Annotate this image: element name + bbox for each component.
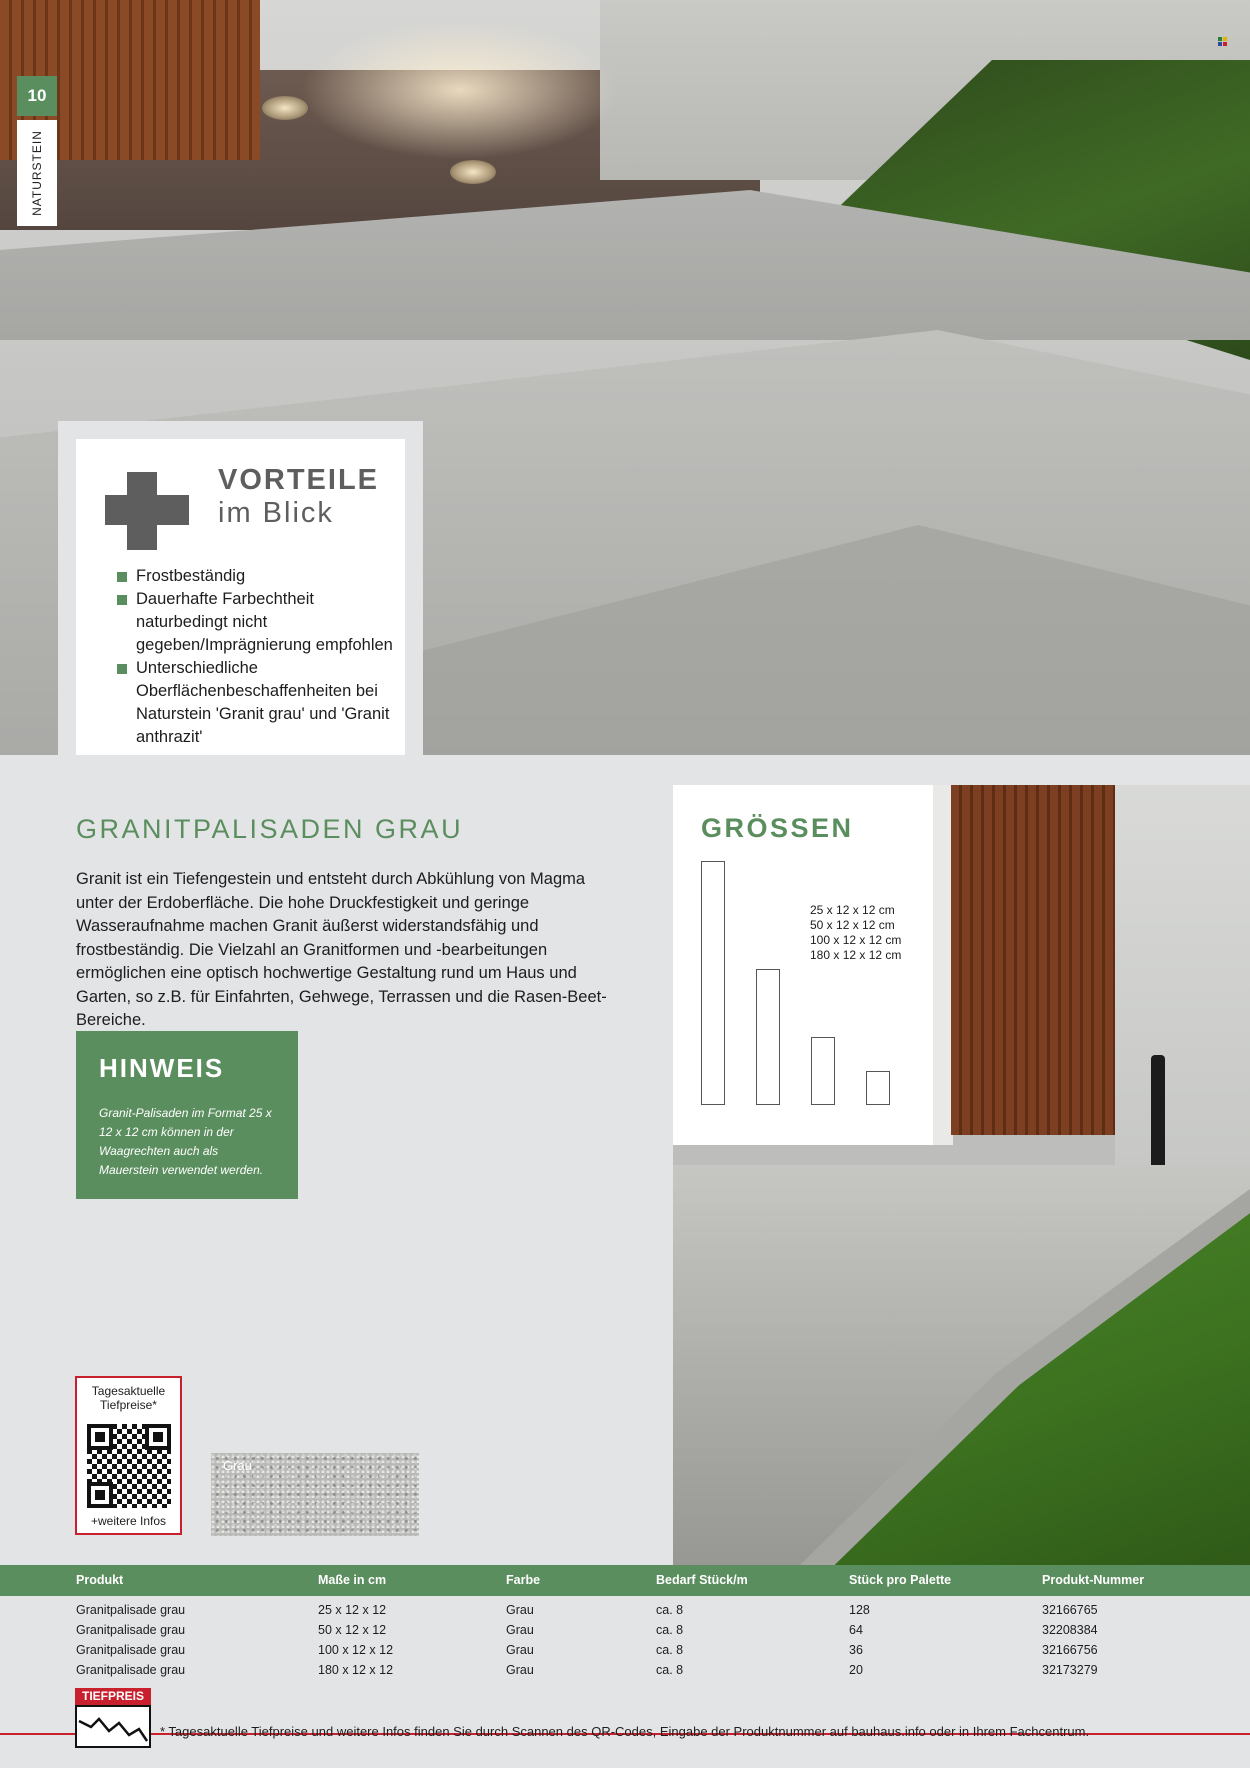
table-header xyxy=(0,1565,1250,1596)
tiefpreis-logo xyxy=(75,1688,151,1746)
table-cell: Granitpalisade grau xyxy=(76,1663,186,1677)
advantages-subtitle: im Blick xyxy=(218,497,334,529)
size-bar xyxy=(701,861,725,1105)
tiefpreis-logo-label: TIEFPREIS xyxy=(75,1688,151,1705)
qr-caption: Tagesaktuelle Tiefpreise* xyxy=(91,1384,166,1412)
column-header: Stück pro Palette xyxy=(849,1573,952,1587)
table-row xyxy=(0,1663,1250,1683)
table-cell: ca. 8 xyxy=(656,1623,684,1637)
color-swatch-label: Grau xyxy=(223,1458,252,1473)
size-item: 100 x 12 x 12 cm xyxy=(810,933,902,947)
corner-mark-icon xyxy=(1218,34,1228,44)
sizes-list xyxy=(810,903,901,963)
advantages-title: VORTEILE xyxy=(218,464,380,496)
column-header: Farbe xyxy=(506,1573,541,1587)
section-tab xyxy=(17,120,57,226)
sizes-title: GRÖSSEN xyxy=(701,813,854,843)
advantage-item: Frostbeständig xyxy=(117,565,397,588)
table-cell: Granitpalisade grau xyxy=(76,1603,186,1617)
table-cell: Grau xyxy=(506,1643,534,1657)
price-graph-icon xyxy=(75,1705,151,1748)
size-item: 180 x 12 x 12 cm xyxy=(810,948,902,962)
table-cell: Grau xyxy=(506,1623,534,1637)
table-cell: 32208384 xyxy=(1042,1623,1098,1637)
page-number: 10 xyxy=(17,76,57,116)
table-cell: ca. 8 xyxy=(656,1663,684,1677)
advantages-list xyxy=(117,565,397,749)
qr-code-box[interactable] xyxy=(75,1376,182,1535)
table-cell: 100 x 12 x 12 xyxy=(318,1643,394,1657)
table-cell: 20 xyxy=(849,1663,863,1677)
table-cell: 50 x 12 x 12 xyxy=(318,1623,387,1637)
section-label: NATURSTEIN xyxy=(30,130,44,216)
size-item: 50 x 12 x 12 cm xyxy=(810,918,895,932)
plus-icon-bar xyxy=(105,495,189,525)
note-title: HINWEIS xyxy=(99,1053,225,1083)
table-cell: Grau xyxy=(506,1663,534,1677)
table-cell: Granitpalisade grau xyxy=(76,1623,186,1637)
qr-code[interactable] xyxy=(87,1424,171,1508)
table-cell: ca. 8 xyxy=(656,1643,684,1657)
table-row xyxy=(0,1643,1250,1663)
table-cell: 64 xyxy=(849,1623,863,1637)
product-title: GRANITPALISADEN GRAU xyxy=(76,814,464,844)
note-box xyxy=(76,1031,298,1199)
advantage-item: Dauerhafte Farbechtheit naturbedingt nicht gegeben/Imprägnierung empfohlen xyxy=(117,588,397,657)
table-cell: 32173279 xyxy=(1042,1663,1098,1677)
table-cell: 25 x 12 x 12 xyxy=(318,1603,387,1617)
column-header: Bedarf Stück/m xyxy=(656,1573,748,1587)
product-description: Granit ist ein Tiefengestein und entsteht durch Abkühlung von Magma unter der Erdoberfläche. Die hohe Druckfestigkeit und geringe Wasseraufnahme machen Granit äußerst widerstandsfähig und frostbeständig. Die Vielzahl an Granitformen und -bearbeitungen ermöglichen eine optisch hochwertige Gestaltung rund um Haus und Garten, so z.B. für Einfahrten, Gehwege, Terrassen und die Rasen-Beet-Bereiche. xyxy=(76,870,607,1029)
footnote: * Tagesaktuelle Tiefpreise und weitere Infos finden Sie durch Scannen des QR-Codes, Eingabe der Produktnummer auf bauhaus.info oder in Ihrem Fachcentrum. xyxy=(160,1724,1090,1739)
size-bar xyxy=(811,1037,835,1105)
table-row xyxy=(0,1623,1250,1643)
table-cell: 180 x 12 x 12 xyxy=(318,1663,394,1677)
table-cell: 32166765 xyxy=(1042,1603,1098,1617)
advantage-item: Unterschiedliche Oberflächenbeschaffenheiten bei Naturstein 'Granit grau' und 'Granit anthrazit' xyxy=(117,657,397,749)
qr-more-info: +weitere Infos xyxy=(90,1514,167,1528)
size-bar xyxy=(866,1071,890,1105)
table-cell: 36 xyxy=(849,1643,863,1657)
note-text: Granit-Palisaden im Format 25 x 12 x 12 cm können in der Waagrechten auch als Mauerstein verwendet werden. xyxy=(99,1106,272,1177)
column-header: Produkt-Nummer xyxy=(1042,1573,1145,1587)
sizes-box xyxy=(673,785,933,1145)
size-item: 25 x 12 x 12 cm xyxy=(810,903,895,917)
table-cell: ca. 8 xyxy=(656,1603,684,1617)
table-cell: Grau xyxy=(506,1603,534,1617)
size-bar xyxy=(756,969,780,1105)
column-header: Maße in cm xyxy=(318,1573,387,1587)
color-swatch xyxy=(211,1453,419,1536)
table-cell: Granitpalisade grau xyxy=(76,1643,186,1657)
column-header: Produkt xyxy=(76,1573,124,1587)
table-cell: 128 xyxy=(849,1603,870,1617)
table-cell: 32166756 xyxy=(1042,1643,1098,1657)
table-row xyxy=(0,1603,1250,1623)
